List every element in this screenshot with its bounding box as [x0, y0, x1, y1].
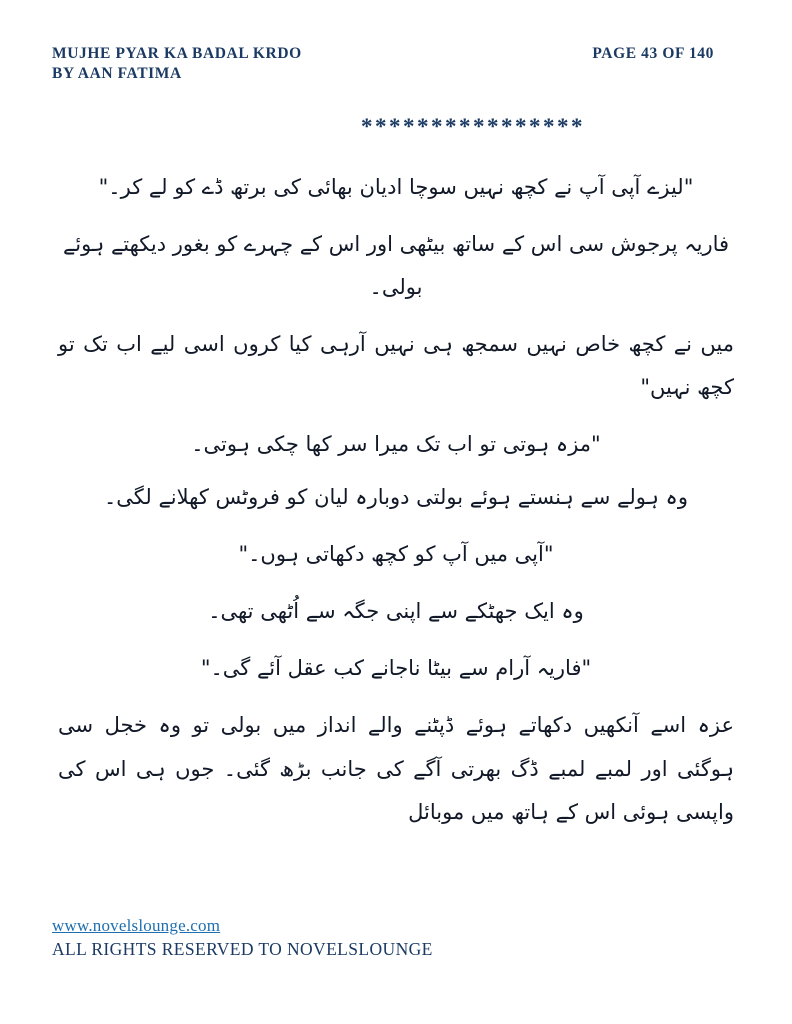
paragraph: وہ ایک جھٹکے سے اپنی جگہ سے اُٹھی تھی۔	[208, 599, 584, 624]
page-header	[52, 44, 740, 88]
novel-body	[52, 166, 740, 916]
book-author-line: BY AAN FATIMA	[52, 64, 182, 82]
book-title	[52, 44, 302, 84]
paragraph: "آپی میں آپ کو کچھ دکھاتی ہوں۔"	[238, 542, 554, 567]
page-footer	[52, 916, 740, 994]
paragraph: فاریہ پرجوش سی اس کے ساتھ بیٹھی اور اس کے چہرے کو بغور دیکھتے ہوئے بولی۔	[62, 232, 730, 300]
book-title-line-1: MUJHE PYAR KA BADAL KRDO	[52, 45, 302, 62]
paragraph: "مزہ ہوتی تو اب تک میرا سر کھا چکی ہوتی۔	[191, 432, 601, 457]
paragraph: میں نے کچھ خاص نہیں سمجھ ہی نہیں آرہی کیا کروں اسی لیے اب تک تو کچھ نہیں"	[58, 332, 734, 400]
paragraph: وہ ہولے سے ہنستے ہوئے بولتی دوبارہ لیان کو فروٹس کھلانے لگی۔	[103, 485, 688, 510]
copyright-notice: ALL RIGHTS RESERVED TO NOVELSLOUNGE	[52, 939, 433, 959]
paragraph: "لیزے آپی آپ نے کچھ نہیں سوچا ادیان بھائی کی برتھ ڈے کو لے کر۔"	[98, 175, 694, 199]
page-indicator: PAGE 43 OF 140	[592, 45, 714, 62]
section-divider-stars: ****************	[361, 114, 585, 139]
website-link[interactable]: www.novelslounge.com	[52, 916, 221, 935]
paragraph: عزہ اسے آنکھیں دکھاتے ہوئے ڈپٹنے والے انداز میں بولی تو وہ خجل سی ہوگئی اور لمبے لمبے ڈگ بھرتی آگے کی جانب بڑھ گئی۔ جوں ہی اس کی واپسی ہوئی اس کے ہاتھ میں موبائل	[58, 713, 734, 824]
paragraph: "فاریہ آرام سے بیٹا ناجانے کب عقل آئے گی۔"	[200, 656, 592, 681]
